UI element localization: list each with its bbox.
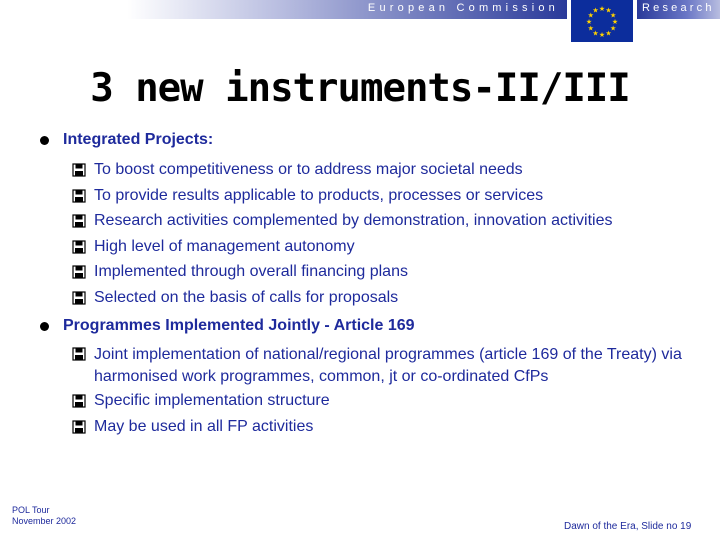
list-item: [72, 262, 714, 282]
list-item-text: May be used in all FP activities: [94, 418, 314, 435]
svg-text:★: ★: [605, 6, 612, 15]
list-item-text: To boost competitiveness or to address major societal needs: [94, 161, 523, 178]
list-item-text: Selected on the basis of calls for proposals: [94, 289, 399, 306]
svg-text:★: ★: [592, 29, 599, 38]
bullet-icon: [40, 322, 49, 331]
svg-text:★: ★: [610, 11, 617, 20]
footer-slide-number: Dawn of the Era, Slide no 19: [564, 521, 692, 532]
header-commission-text: European Commission: [367, 2, 559, 14]
section-heading-programmes-jointly: [40, 317, 415, 335]
svg-text:★: ★: [587, 11, 594, 20]
footer-date: November 2002: [12, 516, 77, 526]
footer-left: [12, 505, 76, 527]
list-item: [72, 186, 714, 206]
svg-text:★: ★: [587, 24, 594, 33]
list-item-text: To provide results applicable to products, processes or services: [94, 187, 544, 204]
list-item-text: Specific implementation structure: [94, 392, 330, 409]
svg-text:★: ★: [605, 29, 612, 38]
eu-flag-icon: [571, 0, 633, 42]
slide-title: 3 new instruments-II/III: [90, 66, 630, 111]
svg-text:★: ★: [610, 24, 617, 33]
list-item: [72, 237, 714, 257]
floppy-disk-icon: [72, 394, 86, 408]
svg-text:★: ★: [611, 18, 619, 26]
header-banner-right: [637, 0, 720, 19]
list-item-text: Implemented through overall financing plans: [94, 263, 408, 280]
svg-text:★: ★: [598, 31, 606, 39]
list-item: [72, 391, 714, 411]
list-item-text: High level of management autonomy: [94, 238, 355, 255]
list-item-text: Joint implementation of national/regional programmes (article 169 of the Treaty) via harmonised work programmes, common, jt or co-ordinated CfPs: [94, 346, 682, 385]
list-item: [72, 417, 714, 437]
list-item-text: Research activities complemented by demonstration, innovation activities: [94, 212, 613, 229]
svg-text:★: ★: [592, 6, 599, 15]
floppy-disk-icon: [72, 240, 86, 254]
svg-text:★: ★: [598, 5, 606, 13]
list-item: [72, 344, 714, 388]
floppy-disk-icon: [72, 214, 86, 228]
section-heading-text: Integrated Projects:: [63, 131, 214, 148]
header-banner-left: [127, 0, 567, 19]
bullet-icon: [40, 136, 49, 145]
header-research-text: Research: [642, 2, 715, 14]
floppy-disk-icon: [72, 189, 86, 203]
floppy-disk-icon: [72, 163, 86, 177]
section-heading-text: Programmes Implemented Jointly - Article 169: [63, 317, 415, 334]
list-item: [72, 288, 714, 308]
floppy-disk-icon: [72, 347, 86, 361]
section-heading-integrated-projects: [40, 131, 213, 149]
svg-text:★: ★: [585, 18, 593, 26]
floppy-disk-icon: [72, 291, 86, 305]
list-item: [72, 160, 714, 180]
list-item: [72, 211, 714, 231]
floppy-disk-icon: [72, 265, 86, 279]
floppy-disk-icon: [72, 420, 86, 434]
footer-event: POL Tour: [12, 505, 50, 515]
